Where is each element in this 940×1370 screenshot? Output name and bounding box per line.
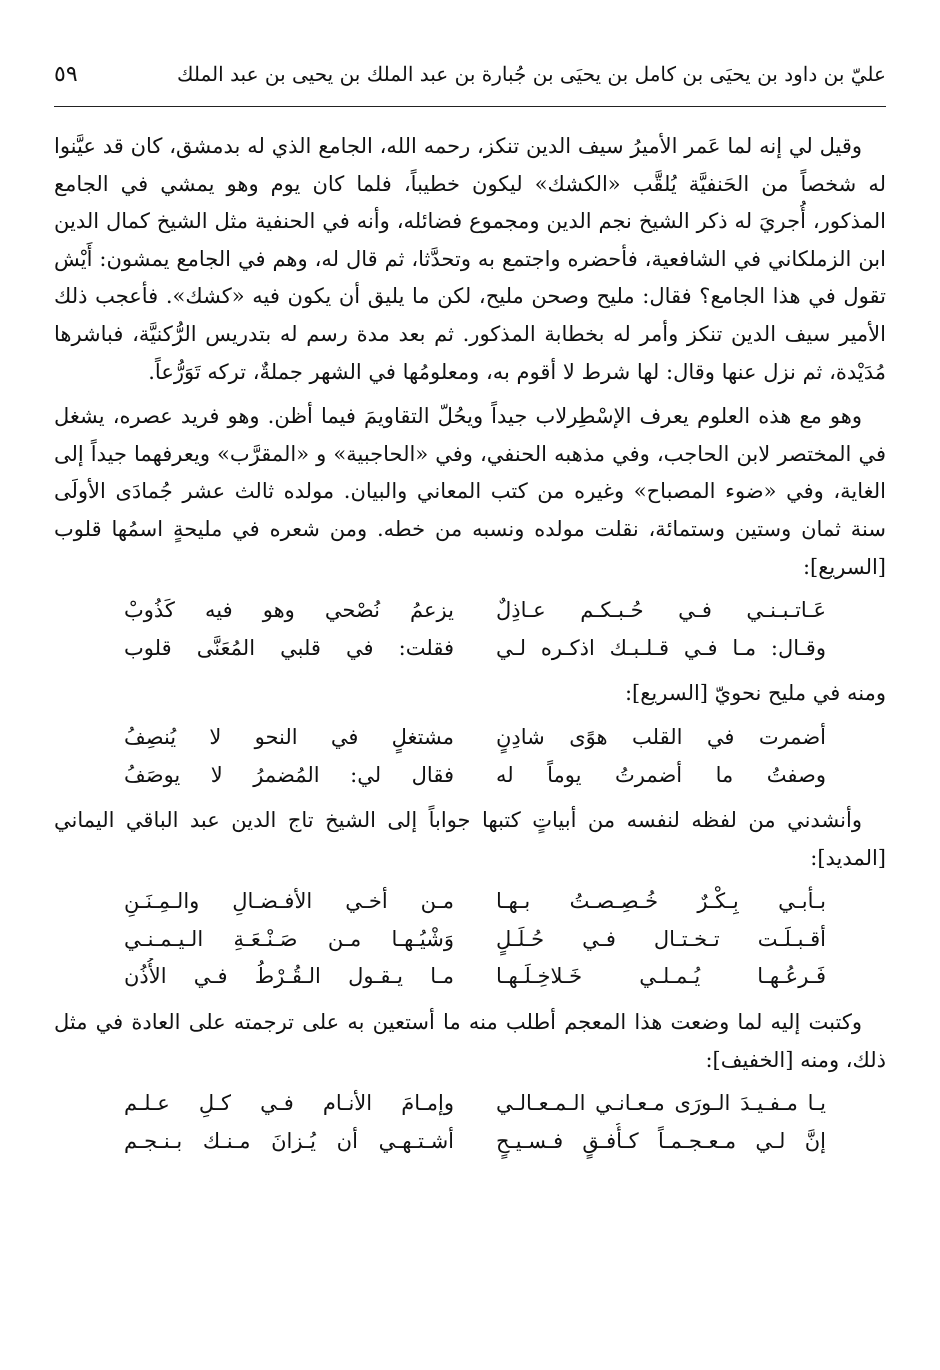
paragraph-2: وهو مع هذه العلوم يعرف الإسْطِرلاب جيداً ويحُلّ التقاويمَ فيما أظن. وهو فريد عصره، يشغل في المختصر لابن الحاجب، وفي مذهبه الحنفي، وفي «الحاجبية» و «المقرَّب» ويعرفهما جيداً إلى الغاية، وفي «ضوء المصباح» وغيره من كتب المعاني والبيان. مولده ثالث عشر جُمادَى الأولَى سنة ثمان وستين وستمائة، نقلت مولده ونسبه من خطه. ومن شعره في مليحةٍ اسمُها قلوب [السريع]: [54,404,887,579]
verse-second-hemistich: يزعمُ نُصْحي وهو فيه كَذُوبْ [124,598,454,623]
verse-second-hemistich: مـن أخـي الأفـضـالِ والـمِـنَـنِ [124,889,454,914]
verse-line [54,592,886,630]
verse-line [54,630,886,668]
page-body [54,128,886,1168]
page-number: ٥٩ [54,62,78,87]
verse-first-hemistich: أضمرت في القلب هوًى شادِنٍ [496,724,826,749]
verse-second-hemistich: أشـتـهـي أن يُـزانَ مـنـك بـنـجـم [124,1128,454,1153]
verse-line [54,883,886,921]
verse-second-hemistich: مـا يـقـول الـقُـرْطُ فـي الأُذُن [124,964,454,989]
verse-second-hemistich: وإمـامَ الأنـام فـي كـلِ عـلـم [124,1091,454,1116]
verse-line [54,757,886,795]
paragraph-5: وكتبت إليه لما وضعت هذا المعجم أطلب منه ما أستعين به على ترجمته على العادة في مثل ذلك، ومنه [الخفيف]: [54,1010,886,1072]
paragraph-3: ومنه في مليح نحويّ [السريع]: [624,681,886,706]
header-title: عليّ بن داود بن يحيَى بن كامل بن يحيَى بن جُبارة بن عبد الملك بن يحيى بن عبد الملك [177,62,886,86]
verse-line [54,1085,886,1123]
verse-first-hemistich: إنَّ لـي مـعـجـمـاً كـأُفـقٍ فـسـيـحٍ [496,1128,826,1153]
verse-second-hemistich: فقال لي: المُضمرُ لا يوصَفُ [124,762,454,787]
verse-first-hemistich: بـأبـي بِـكْـرٌ خُـصِـصـتُ بـهـا [496,889,826,914]
verse-first-hemistich: فَـرعُـهـا يُـمـلـي خَـلاخِـلَـهـا [496,964,826,989]
poem-1 [54,592,886,667]
verse-first-hemistich: وصفتُ ما أضمرتُ يوماً له [496,762,826,787]
verse-line [54,958,886,996]
verse-first-hemistich: أقـبـلَـت تـخـتـال فـي حُـلَـلٍ [496,926,826,951]
header-divider [54,106,886,107]
poem-4 [54,1085,886,1160]
paragraph-4: وأنشدني من لفظه لنفسه من أبياتٍ كتبها جواباً إلى الشيخ تاج الدين عبد الباقي اليماني [المديد]: [54,808,886,870]
verse-second-hemistich: فقلت: في قلبي المُعَنَّى قلوب [124,635,454,660]
verse-line [54,1123,886,1161]
verse-second-hemistich: مشتغلٍ في النحو لا يُنصِفُ [124,724,454,749]
verse-first-hemistich: وقـال: مـا فـي قـلـبـك اذكـره لـي [496,635,826,660]
verse-first-hemistich: يـا مـفـيـدَ الـورَى مـعـانـي الـمـعـالـي [496,1091,826,1116]
running-header [54,56,886,100]
verse-first-hemistich: عَـاتـبـنـي فـي حُـبـكـم عـاذِلٌ [496,598,826,623]
verse-line [54,719,886,757]
poem-3 [54,883,886,996]
paragraph-1: وقيل لي إنه لما عَمر الأميرُ سيف الدين تنكز، رحمه الله، الجامع الذي له بدمشق، كان قد عيَّنوا له شخصاً من الحَنفيَّة يُلقَّب «الكشك» ليكون خطيباً، فلما كان يوم وهو يمشي في الجامع المذكور، أُجريَ له ذكر الشيخ نجم الدين ومجموع فضائله، وأنه في الحنفية مثل الشيخ كمال الدين ابن الزملكاني في الشافعية، فأحضره واجتمع به وتحدَّثا، ثم قال له، وهم في الجامع يمشون: أَيْش تقول في هذا الجامع؟ فقال: مليح وصحن مليح، لكن ما يليق أن يكون فيه «كشك». فأعجب ذلك الأمير سيف الدين تنكز وأمر له بخطابة المذكور. ثم بعد مدة رسم له بتدريس الرُّكنيَّة، فباشرها مُدَيْدة، ثم نزل عنها وقال: لها شرط لا أقوم به، ومعلومُها في الشهر جملةٌ، تركه تَوَرُّعاً. [54,134,886,384]
verse-second-hemistich: وَشْيُـهـا مـن صَـنْـعَـةِ الـيـمـنـي [124,926,454,951]
poem-2 [54,719,886,794]
verse-line [54,921,886,959]
